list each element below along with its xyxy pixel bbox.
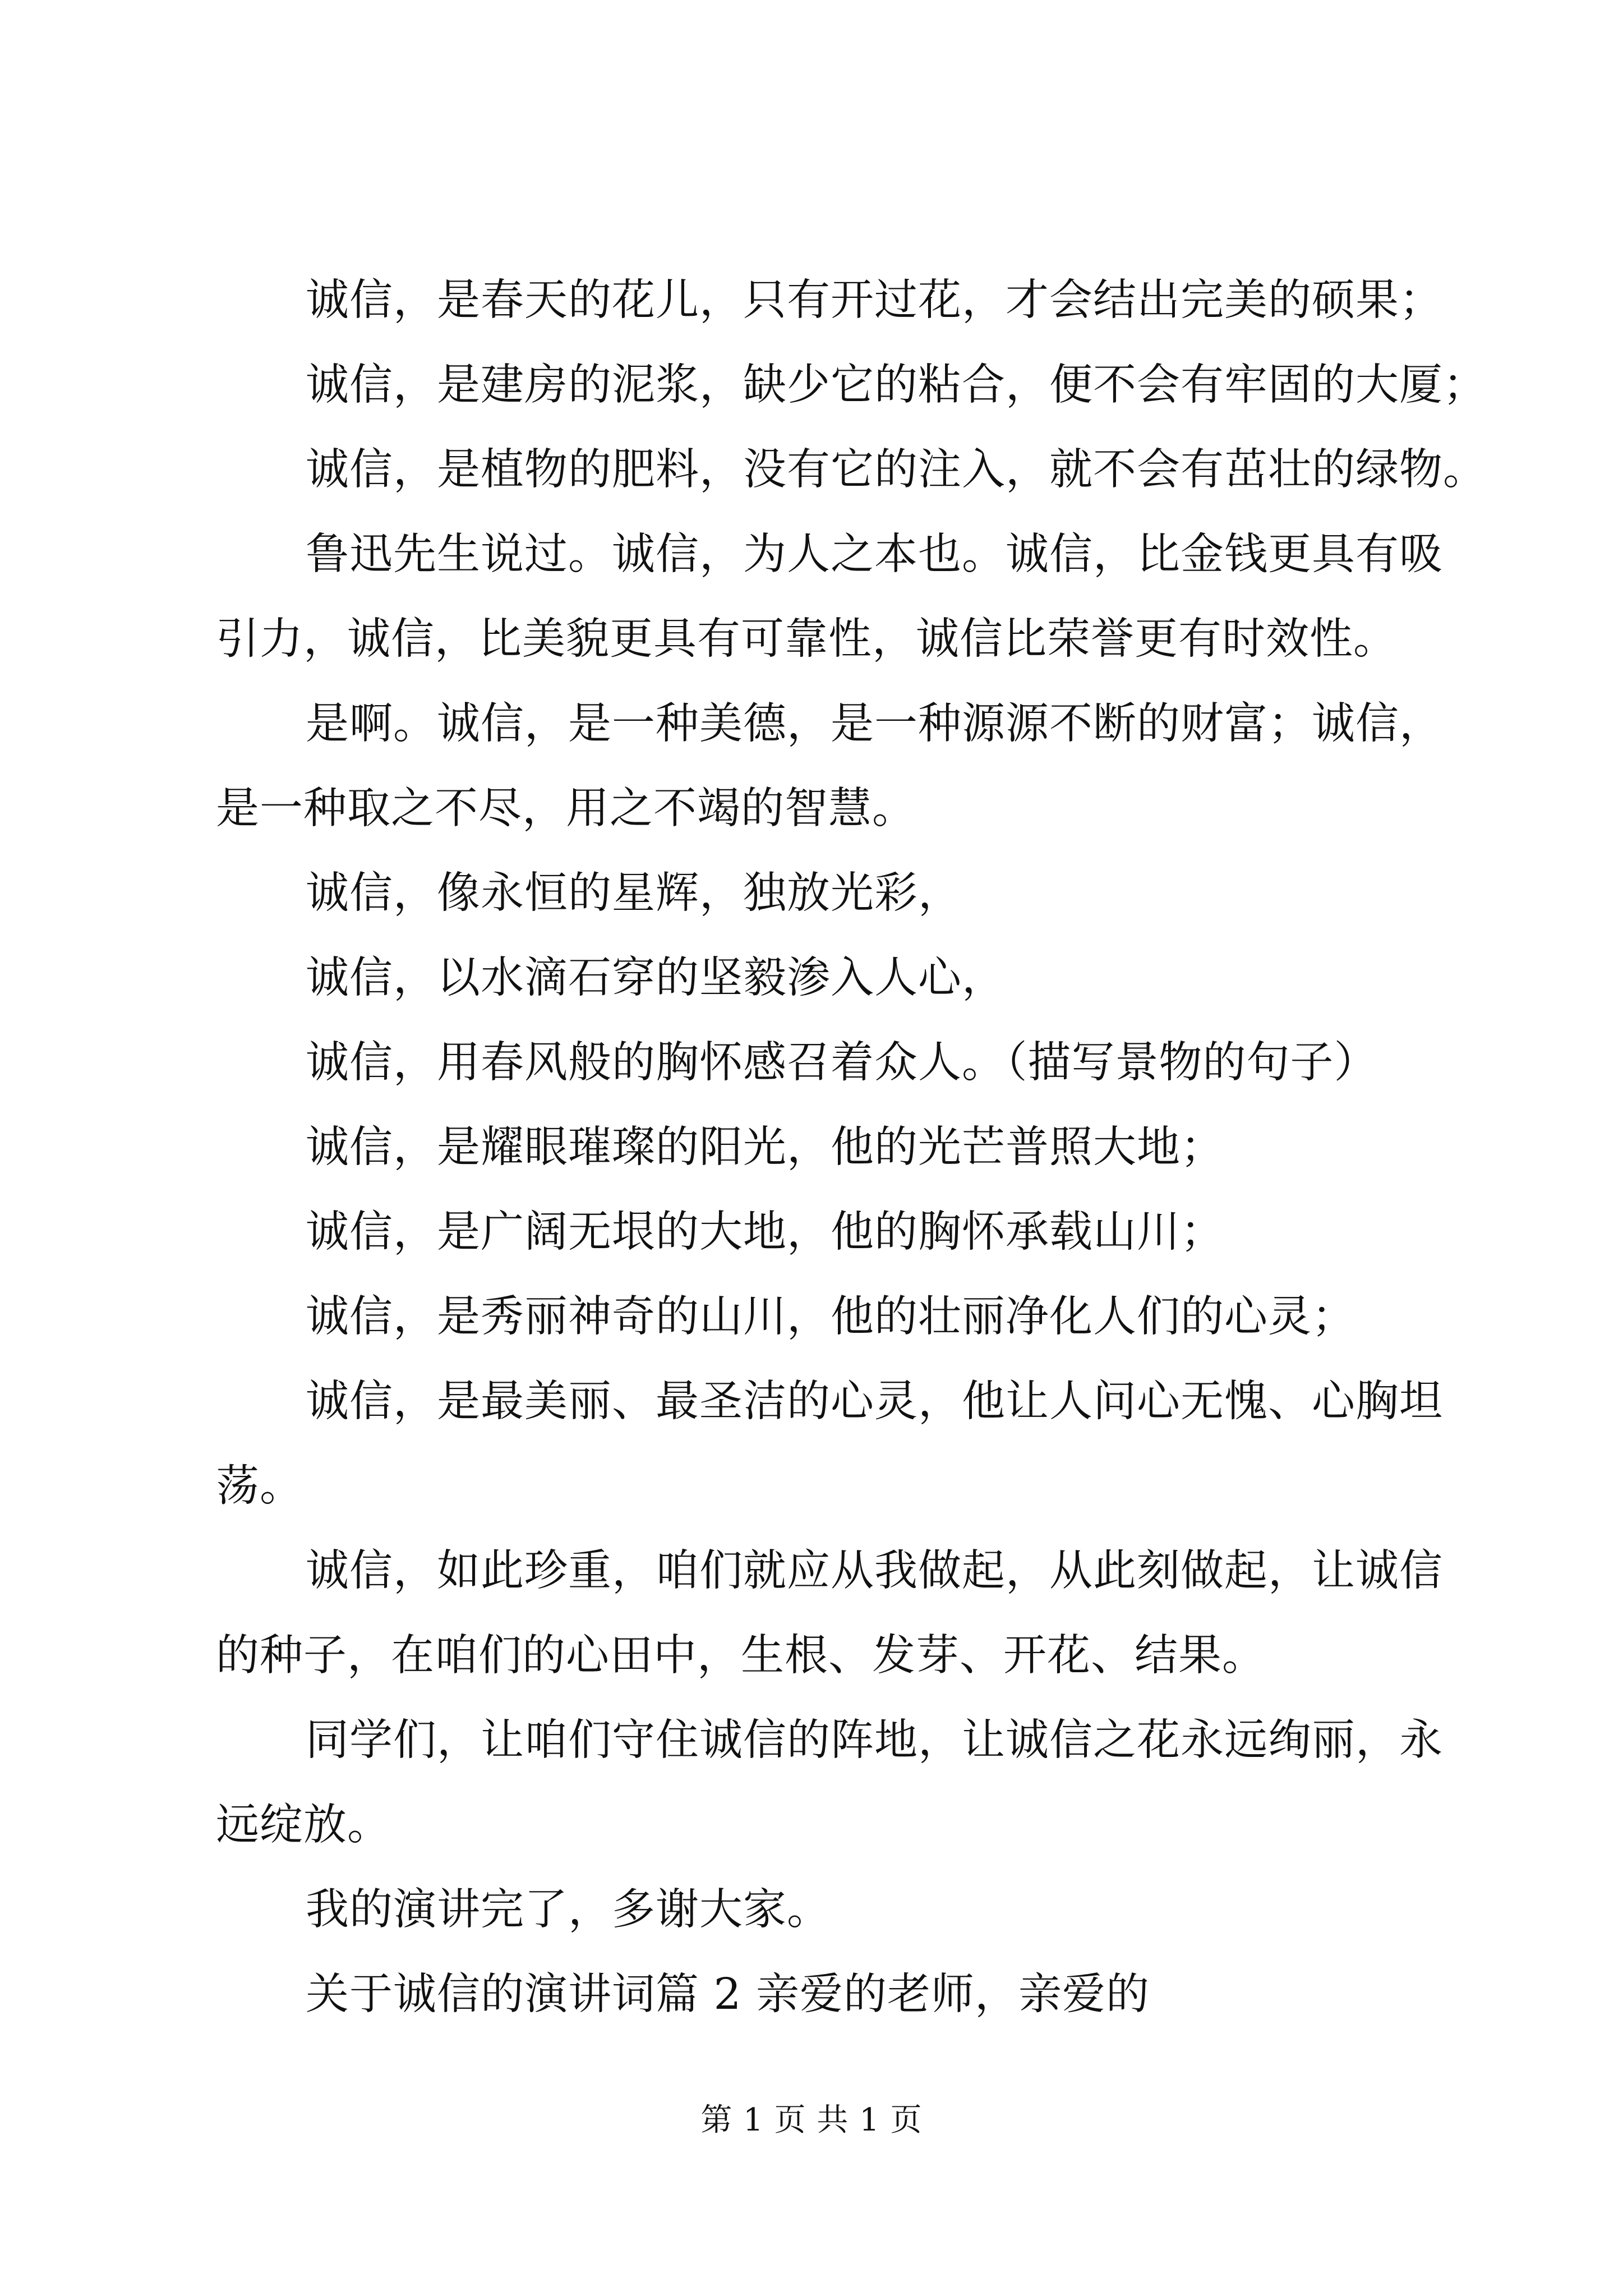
text-line: 诚信，用春风般的胸怀感召着众人。（描写景物的句子） [306,1038,1378,1088]
document-body [216,258,1487,2037]
text-line: 我的演讲完了，多谢大家。 [306,1885,831,1935]
text-line: 诚信，是耀眼璀璨的阳光，他的光芒普照大地； [306,1122,1224,1172]
text-line: 诚信，是最美丽、最圣洁的心灵，他让人问心无愧、心胸坦 [306,1377,1443,1427]
text-line: 诚信，像永恒的星辉，独放光彩， [306,868,962,918]
page-footer: 第 1 页 共 1 页 [700,2102,923,2138]
text-line: 荡。 [216,1461,303,1511]
text-line: 诚信，以水滴石穿的坚毅渗入人心， [306,953,1006,1003]
text-line: 鲁迅先生说过。诚信，为人之本也。诚信，比金钱更具有吸 [306,530,1443,579]
text-line: 诚信，是秀丽神奇的山川，他的壮丽净化人们的心灵； [306,1292,1355,1342]
text-line: 的种子，在咱们的心田中，生根、发芽、开花、结果。 [216,1631,1266,1681]
text-line: 远绽放。 [216,1800,391,1850]
text-line: 是啊。诚信，是一种美德，是一种源源不断的财富；诚信， [306,699,1443,749]
text-line: 同学们，让咱们守住诚信的阵地，让诚信之花永远绚丽，永 [306,1715,1443,1765]
text-line: 诚信，是春天的花儿，只有开过花，才会结出完美的硕果； [306,275,1443,325]
text-line: 诚信，是广阔无垠的大地，他的胸怀承载山川； [306,1207,1224,1257]
text-line: 引力，诚信，比美貌更具有可靠性，诚信比荣誉更有时效性。 [216,614,1397,664]
text-line: 关于诚信的演讲词篇 2 亲爱的老师，亲爱的 [306,1970,1150,2019]
text-line: 诚信，是建房的泥浆，缺少它的粘合，便不会有牢固的大厦； [306,360,1487,410]
text-line: 是一种取之不尽，用之不竭的智慧。 [216,784,916,834]
text-line: 诚信，是植物的肥料，没有它的注入，就不会有茁壮的绿物。 [306,445,1487,495]
text-line: 诚信，如此珍重，咱们就应从我做起，从此刻做起，让诚信 [306,1546,1443,1596]
